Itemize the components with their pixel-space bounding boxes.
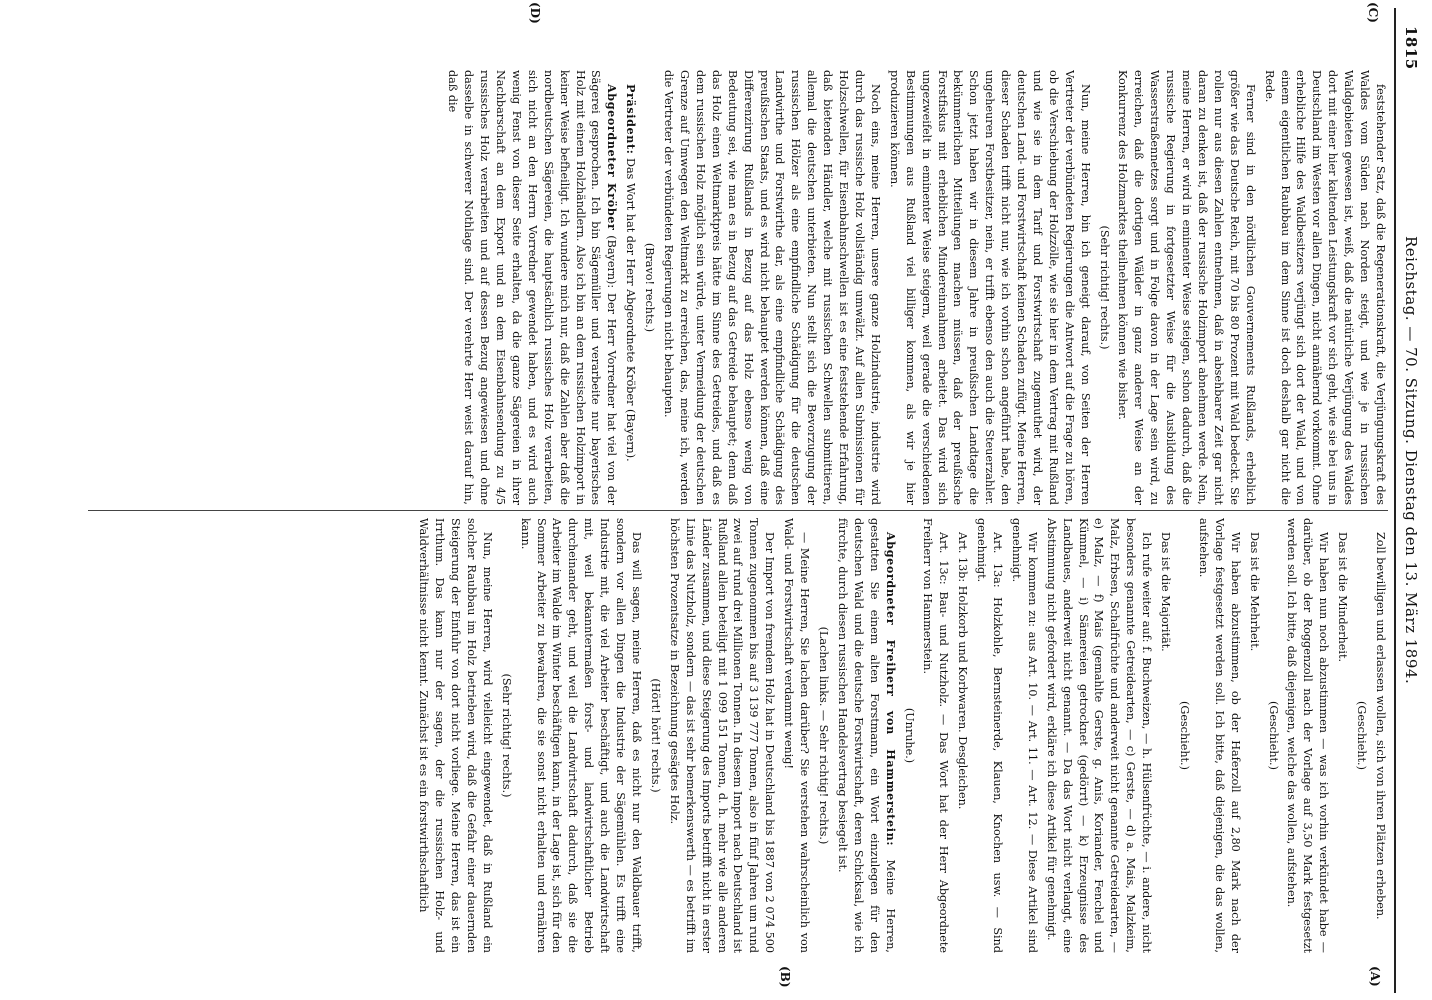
- body-paragraph: Zoll bewilligen und erlassen wollen, sich von ihren Plätzen erheben.: [1374, 532, 1387, 920]
- body-paragraph: Das ist die Majorität.: [1159, 532, 1173, 652]
- page-header: [1396, 6, 1422, 996]
- column-divider: [88, 510, 1388, 511]
- body-paragraph: Das will sagen, meine Herren, daß es nicht nur den Waldbauer trifft, sondern vor allen Dingen die Industrie der Sägemühlen. Es trifft eine Industrie mit, die viel Arbeiter beschäftigt, und auch die Landwirtschaft mit, weil bekanntermaßen forst- und landwirtschaftlicher Betrieb durcheinander geht, und weil die Landwirtschaft dadurch, daß sie die Arbeiter im Walde im Winter beschäftigen kann, in der Lage ist, sich für den Sommer Arbeiter zu bewahren, die sie sonst nicht erhalten und ernähren kann.: [518, 518, 644, 953]
- body-paragraph: Wir haben nun noch abzustimmen — was ich vorhin verkündet habe — darüber, ob der Roggenzoll nach der Vorlage auf 3,50 Mark festgesetzt werden soll. Ich bitte, daß diejenigen, welche das wollen, aufstehen.: [1285, 518, 1331, 953]
- stage-direction: (Hört! hört! rechts.): [648, 678, 662, 793]
- right-text-column: [88, 518, 1388, 953]
- left-text-column: [88, 70, 1388, 505]
- body-paragraph: Das ist die Mehrheit.: [1247, 532, 1261, 652]
- stage-direction: (Bravo! rechts.): [643, 242, 657, 333]
- body-paragraph: Nun, meine Herren, wird vielleicht eingewendet, daß in Rußland ein solcher Raubbau im Holz betrieben wird, daß die Gefahr einer dauernden Steigerung der Einfuhr von dort nicht vorliege. Meine Herren, das ist ein Irrthum. Das kann nur der sagen, der die russischen Holz- und Waldverhältnisse nicht kennt. Zunächst ist es ein forstwirthschaftlich: [417, 518, 494, 953]
- body-paragraph: Der Import von fremdem Holz hat in Deutschland bis 1887 von 2 074 500 Tonnen zugenommen bis auf 3 139 777 Tonnen, also in fünf Jahren um rund zwei auf rund drei Millionen Tonnen. In diesem Import nach Deutschland ist Rußland allein beteiligt mit 1 099 151 Tonnen, d. h. mehr wie alle anderen Länder zusammen, und diese Steigerung des Imports betrifft nicht in erster Linie das Nutzholz, sondern — das ist sehr bemerkenswerth — es betrifft im höchsten Prozentsatze in Bezeichnung gesägtes Holz.: [667, 518, 777, 953]
- speech-text: Meine Herren, gestatten Sie einem alten Forstmann, ein Wort einzulegen für den deutschen Wald und die deutsche Forstwirtschaft, deren Schicksal, wie ich fürchte, durch diesen russischen Handelsvertrag besiegelt ist.: [835, 518, 897, 953]
- page-number: 1815: [1402, 26, 1420, 70]
- stage-direction: (Unruhe.): [902, 707, 916, 764]
- stage-direction: (Geschieht.): [1266, 701, 1280, 770]
- stage-direction: (Sehr richtig! rechts.): [499, 673, 513, 798]
- speech-text: (Bayern): Der Herr Vorredner hat viel von der Sägerei gesprochen. Ich bin Sägemüller und verarbeite nur bayerisches Holz mit einem Holzhändlern. Also ich bin an dem russischen Holzimport in keiner Weise befheiligt. Ich wundere mich nur, daß die Zahlen aber daß die nordbeutschen Sägereien, die hauptsächlich russisches Holz verarbeiten, sich nicht an den Herrn Vorredner gewendet haben, und es wird auch wenig Fenst von dieser Seite erhalten, da die ganze Sägereien in ihrer Nachbarschaft an dem Export und an dem Eisenbahnsendung zu 4/5 russisches Holz verarbeiten und auf dessen Bezug angewiesen und ohne dasselbe in schwerer Nothlage sind. Der verehrte Herr weist darauf hin, daß die: [446, 70, 619, 505]
- body-paragraph: Ich rufe weiter auf: f. Buchweizen, — h. Hülsenfrüchte, — i. andere, nicht besonders genannte Getreidearten, — c) Gerste, — d) a. Mais, Malzkeim, Malz, Erbsen, Schalfrüchte und anderweit nicht genannte Getreidearten, — e) Malz, — f) Mais (gemahlte Gerste, g. Anis, Koriander, Fenchel und Kümmel, — i) Sämereien getrocknet (gedörrt) — k) Erzeugnisse des Landbaues, anderweit nicht genannt. — Da das Wort nicht verlangt, eine Abstimmung nicht gefordert wird, erkläre ich diese Artikel für genehmigt.: [1044, 518, 1154, 953]
- speech-paragraph: [444, 70, 619, 505]
- speech-paragraph: [834, 518, 898, 953]
- speech-paragraph: [622, 70, 638, 505]
- speaker-name: Abgeordneter Freiherr von Hammerstein:: [883, 532, 898, 847]
- margin-mark-b: (B): [778, 966, 792, 988]
- stage-direction: (Lachen links. — Sehr richtig! rechts.): [817, 626, 830, 845]
- speaker-name: Präsident:: [624, 84, 639, 155]
- margin-mark-a: (A): [1368, 966, 1382, 987]
- body-paragraph: Noch eins, meine Herren, unsere ganze Holzindustrie, industrie wird durch das russische Holz vollständig umwälzt. Auf allen Submissionen für Holzschwellen, für Eisenbahnschwellen ist es eine feststehende Erfahrung, daß bietenden Händler, welche mit russischen Schwellen submittieren, allemal die deutschen unterbieten. Nun stellt sich die Bevorzugung der russischen Hölzer als eine empfindliche Schädigung für die deutschen Landwirthe und Forstwirthe dar, als eine empfindliche Schädigung des preußischen Staats, und es wird nicht behauptet werden können, daß eine Differenzirung Rußlands in Bezug auf das Holz ebenso wenig von Bedeutung sei, wie man es in Bezug auf das Getreide behauptet; denn daß das Holz einen Weltmarktpreis hätte im Sinne des Getreides, und daß es dem russischen Holz möglich sein würde, unter Vermeidung der deutschen Grenze auf Umwegen den Weltmarkt zu erreichen, das, meine ich, werden die Vertreter der verbündeten Regierungen nicht behaupten.: [662, 70, 882, 505]
- header-rule: [1394, 8, 1396, 993]
- body-paragraph: Das ist die Minderheit.: [1336, 532, 1350, 663]
- body-paragraph: Art. 13c: Bau- und Nutzholz. — Das Wort hat der Herr Abgeordnete Freiherr von Hammerstein.: [921, 518, 951, 953]
- body-paragraph: Ferner sind in den nördlichen Gouvernements Rußlands, erheblich größer wie das Deutsche Reich, mit 70 bis 80 Prozent mit Wald bedeckt. Sie rollen nur aus diesen Zahlen entnehmen, daß in absehbarer Zeit gar nicht daran zu denken ist, daß der russische Holzimport abnehmen werde. Nein, meine Herren, er wird in eminenter Weise steigen, schon dadurch, daß die russische Regierung in fortgesetzter Weise für die Ausbildung des Wasserstraßennetzes sorgt und in Folge davon in der Lage sein wird, zu erreichen, daß die dortigen Wälder in ganz anderer Weise an der Konkurrenz des Holzmarktes theilnehmen können wie bisher.: [1116, 70, 1257, 505]
- margin-mark-d: (D): [528, 2, 542, 24]
- running-title: Reichstag. — 70. Sitzung. Dienstag den 13. März 1894.: [1402, 236, 1420, 685]
- stage-direction: (Geschieht.): [1355, 701, 1369, 770]
- stage-direction: (Geschieht.): [1178, 701, 1192, 770]
- stage-direction: (Sehr richtig! rechts.): [1097, 225, 1111, 350]
- body-paragraph: — Meine Herren, Sie lachen darüber? Sie verstehen wahrscheinlich von Wald- und Forstwirtschaft verdammt wenig!: [782, 518, 812, 953]
- body-paragraph: Wir kommen zu: aus Art. 10. — Art. 11. — Art. 12. — Diese Artikel sind genehmigt.: [1009, 518, 1039, 953]
- body-paragraph: Nun, meine Herren, bin ich geneigt darauf, von Seiten der Herren Vertreter der verbündeten Regierungen die Antwort auf die Frage zu hören, ob die Verschiebung der Holzzölle, wie sie hier in dem Vertrag mit Rußland und wie sie in dem Tarif und Forstwirtschaft zugemuthet wird, der deutschen Land- und Forstwirtschaft keinen Schaden zufügt. Meine Herren, dieser Schaden trifft nicht nur, wie ich vorhin schon angeführt habe, den ungeheuren Forstbesitzer, nein, er trifft ebenso den auch die Steuerzahler. Schon jetzt haben wir in diesem Jahre in preußischen Landtage die bekümmerlichen Mitteilungen machen müssen, daß der preußische Forstfiskus mit erheblichen Mindereinnahmen arbeitet. Das wird sich ungezweifelt in eminenter Weise steigern, weil gerade die verschiedenen Bestimmungen aus Rußland viel billiger kommen, als wir je hier produzieren können.: [887, 70, 1092, 505]
- body-paragraph: Wir haben abzustimmen, ob der Haferzoll auf 2,80 Mark nach der Vorlage festgesetzt werden soll. Ich bitte, daß diejenigen, die das wollen, aufstehen.: [1196, 518, 1242, 953]
- body-paragraph: feststehender Satz, daß die Regenerationskraft, die Verjüngungskraft des Waldes vom Süden nach Norden steigt, und wie je in russischen Waldgebieten gewesen ist, weiß, daß die natürliche Verjüngung des Waldes dort mit einer hier kaltenden Leistungskraft vor sich geht, wie sie bei uns in Deutschland im Westen vor allen Dingen, nicht annähernd vorkommt. Ohne erhebliche Hilfe des Waldbesitzers verjüngt sich dort der Wald, und von einem eigentlichen Raubbau im dem Sinne ist doch deshalb gar nicht die Rede.: [1262, 70, 1387, 505]
- speaker-name: Abgeordneter Kröber: [605, 84, 620, 231]
- body-paragraph: Art. 13a: Holzkohle, Bernsteinerde, Klauen, Knochen usw. — Sind genehmigt.: [975, 518, 1005, 953]
- speech-text: Das Wort hat der Herr Abgeordnete Kröber (Bayern).: [624, 158, 638, 462]
- body-paragraph: Art. 13b: Holzkorb und Korbwaren. Desgleichen.: [956, 532, 970, 810]
- margin-mark-c: (C): [1366, 2, 1380, 23]
